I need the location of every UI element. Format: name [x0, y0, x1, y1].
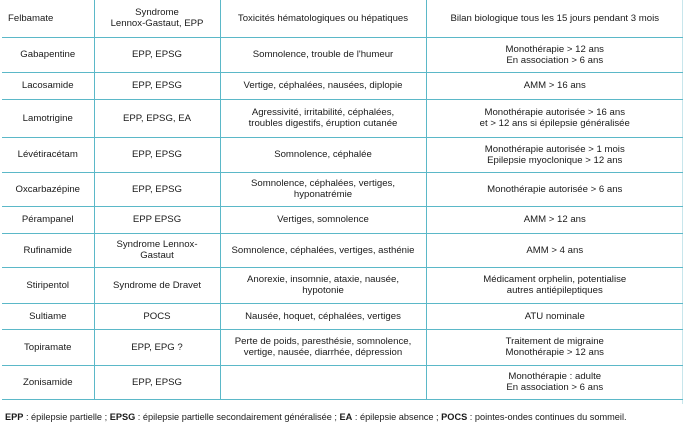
- conditions-cell: [426, 72, 683, 99]
- table-row: [2, 206, 683, 233]
- side-effects-cell: [220, 37, 426, 72]
- abbreviation-term: EPP: [5, 412, 24, 422]
- side-effects-cell-line: Vertige, céphalées, nausées, diplopie: [243, 80, 403, 91]
- drug-name-cell-text: Rufinamide: [23, 244, 73, 256]
- side-effects-cell-line: Anorexie, insomnie, ataxie, nausée,: [247, 274, 399, 285]
- drug-name-cell-text: Stiripentol: [26, 279, 70, 291]
- drug-name-cell-text: Felbamate: [8, 12, 54, 24]
- table-row-first: [2, 0, 683, 37]
- indication-cell-line: EPP, EPG ?: [131, 341, 183, 353]
- table-row: [2, 365, 683, 399]
- abbreviation-definition: : pointes-ondes continues du sommeil.: [467, 412, 627, 422]
- drug-name-cell-text: Gabapentine: [20, 49, 76, 60]
- drug-name-cell-text: Lacosamide: [21, 80, 74, 91]
- conditions-cell-line: Traitement de migraine: [505, 336, 604, 347]
- conditions-cell: [426, 365, 683, 399]
- drug-name-cell-text: Topiramate: [24, 341, 72, 353]
- indication-cell: [94, 233, 220, 267]
- indication-cell-line: EPP, EPSG: [132, 149, 182, 160]
- conditions-cell: [426, 233, 683, 267]
- side-effects-cell: [220, 172, 426, 206]
- conditions-cell: [426, 267, 683, 303]
- side-effects-cell: [220, 99, 426, 137]
- drug-name-cell-text: Pérampanel: [21, 214, 74, 225]
- side-effects-cell-line: Nausée, hoquet, céphalées, vertiges: [245, 310, 401, 322]
- table-row: [2, 99, 683, 137]
- conditions-cell: [426, 206, 683, 233]
- drug-name-cell: [2, 233, 94, 267]
- side-effects-cell-line: Toxicités hématologiques ou hépatiques: [237, 12, 409, 24]
- side-effects-cell-line: Somnolence, trouble de l'humeur: [252, 49, 394, 60]
- conditions-cell-line: Monothérapie > 12 ans: [505, 347, 604, 358]
- indication-cell-line: EPP, EPSG: [132, 49, 182, 60]
- abbreviation-term: EA: [339, 412, 353, 422]
- indication-cell: [94, 72, 220, 99]
- drug-name-cell: [2, 365, 94, 399]
- conditions-cell-line: ATU nominale: [524, 310, 585, 322]
- drug-name-cell: [2, 267, 94, 303]
- indication-cell: [94, 37, 220, 72]
- indication-cell-line: Syndrome: [135, 7, 179, 19]
- side-effects-cell: [220, 72, 426, 99]
- drug-name-cell-text: Lévétiracétam: [17, 149, 78, 160]
- indication-cell-line: EPP, EPSG: [132, 183, 182, 195]
- conditions-cell-line: Monothérapie autorisée > 6 ans: [487, 183, 623, 195]
- indication-cell-line: EPP, EPSG: [132, 80, 182, 91]
- drug-name-cell: [2, 37, 94, 72]
- side-effects-cell-line: hyponatrémie: [293, 189, 353, 200]
- side-effects-cell: [220, 365, 426, 399]
- conditions-cell-line: Monothérapie > 12 ans: [505, 43, 604, 55]
- conditions-cell: [426, 0, 683, 37]
- indication-cell-line: Syndrome de Dravet: [113, 279, 201, 291]
- conditions-cell-line: AMM > 16 ans: [523, 80, 586, 91]
- indication-cell-line: Syndrome Lennox-: [116, 239, 198, 250]
- drug-name-cell-text: Zonisamide: [22, 376, 73, 388]
- conditions-cell-line: Bilan biologique tous les 15 jours pendant 3 mois: [450, 12, 660, 24]
- indication-cell: [94, 99, 220, 137]
- indication-cell: [94, 137, 220, 172]
- side-effects-cell: [220, 303, 426, 329]
- drug-name-cell: [2, 329, 94, 365]
- indication-cell: [94, 172, 220, 206]
- side-effects-cell-line: Perte de poids, paresthésie, somnolence,: [234, 336, 412, 347]
- drug-name-cell-text: Sultiame: [29, 310, 67, 322]
- side-effects-cell: [220, 137, 426, 172]
- table-row: [2, 329, 683, 365]
- indication-cell-line: EPP, EPSG, EA: [122, 112, 192, 124]
- drug-name-cell-text: Oxcarbazépine: [15, 183, 81, 195]
- table-row: [2, 267, 683, 303]
- conditions-cell: [426, 99, 683, 137]
- drug-name-cell: [2, 172, 94, 206]
- side-effects-cell-line: vertige, nausée, diarrhée, dépression: [243, 347, 403, 358]
- conditions-cell-line: En association > 6 ans: [506, 382, 604, 393]
- abbreviation-definition: : épilepsie absence ;: [352, 412, 442, 422]
- table-row: [2, 172, 683, 206]
- drug-name-cell: [2, 303, 94, 329]
- side-effects-cell-line: Somnolence, céphalée: [274, 149, 372, 160]
- table-row: [2, 72, 683, 99]
- indication-cell-line: Gastaut: [140, 250, 174, 261]
- conditions-cell: [426, 37, 683, 72]
- indication-cell: [94, 0, 220, 37]
- conditions-cell: [426, 329, 683, 365]
- side-effects-cell-line: Somnolence, céphalées, vertiges,: [251, 178, 395, 189]
- abbreviation-definition: : épilepsie partielle secondairement généralisée ;: [135, 412, 340, 422]
- abbreviations-footnote: [5, 412, 685, 423]
- indication-cell-line: EPP EPSG: [132, 214, 182, 225]
- side-effects-cell-line: Vertiges, somnolence: [277, 214, 369, 225]
- indication-cell-line: POCS: [143, 310, 171, 322]
- drug-name-cell: [2, 0, 94, 37]
- conditions-cell-line: Monothérapie autorisée > 16 ans: [484, 107, 626, 118]
- conditions-cell: [426, 303, 683, 329]
- side-effects-cell-line: troubles digestifs, éruption cutanée: [248, 118, 398, 129]
- abbreviation-definition: : épilepsie partielle ;: [23, 412, 110, 422]
- side-effects-cell-line: hypotonie: [302, 285, 344, 296]
- side-effects-cell: [220, 0, 426, 37]
- abbreviation-term: POCS: [441, 412, 468, 422]
- table-row: [2, 137, 683, 172]
- conditions-cell-line: et > 12 ans si épilepsie généralisée: [479, 118, 630, 129]
- abbreviation-term: EPSG: [109, 412, 136, 422]
- drug-name-cell-text: Lamotrigine: [22, 112, 73, 124]
- conditions-cell-line: Médicament orphelin, potentialise: [483, 274, 627, 285]
- indication-cell: [94, 303, 220, 329]
- conditions-cell-line: En association > 6 ans: [506, 54, 604, 66]
- side-effects-cell-line: Somnolence, céphalées, vertiges, asthénie: [231, 244, 415, 256]
- drug-name-cell: [2, 206, 94, 233]
- conditions-cell-line: Monothérapie autorisée > 1 mois: [484, 143, 625, 155]
- indication-cell: [94, 267, 220, 303]
- indication-cell: [94, 206, 220, 233]
- indication-cell-line: EPP, EPSG: [132, 376, 182, 388]
- conditions-cell-line: AMM > 4 ans: [526, 244, 584, 256]
- conditions-cell: [426, 172, 683, 206]
- side-effects-cell: [220, 267, 426, 303]
- side-effects-cell-line: Agressivité, irritabilité, céphalées,: [251, 107, 395, 118]
- table-row: [2, 303, 683, 329]
- table-row: [2, 37, 683, 72]
- indication-cell: [94, 365, 220, 399]
- indication-cell-line: Lennox-Gastaut, EPP: [110, 18, 204, 30]
- drug-name-cell: [2, 137, 94, 172]
- side-effects-cell: [220, 329, 426, 365]
- conditions-cell: [426, 137, 683, 172]
- table-row: [2, 233, 683, 267]
- drug-name-cell: [2, 72, 94, 99]
- drug-name-cell: [2, 99, 94, 137]
- antiepileptic-table: [2, 0, 683, 400]
- conditions-cell-line: Monothérapie : adulte: [508, 371, 602, 382]
- conditions-cell-line: Epilepsie myoclonique > 12 ans: [487, 154, 623, 166]
- conditions-cell-line: AMM > 12 ans: [523, 214, 586, 225]
- side-effects-cell: [220, 206, 426, 233]
- indication-cell: [94, 329, 220, 365]
- side-effects-cell: [220, 233, 426, 267]
- conditions-cell-line: autres antiépileptiques: [506, 285, 603, 296]
